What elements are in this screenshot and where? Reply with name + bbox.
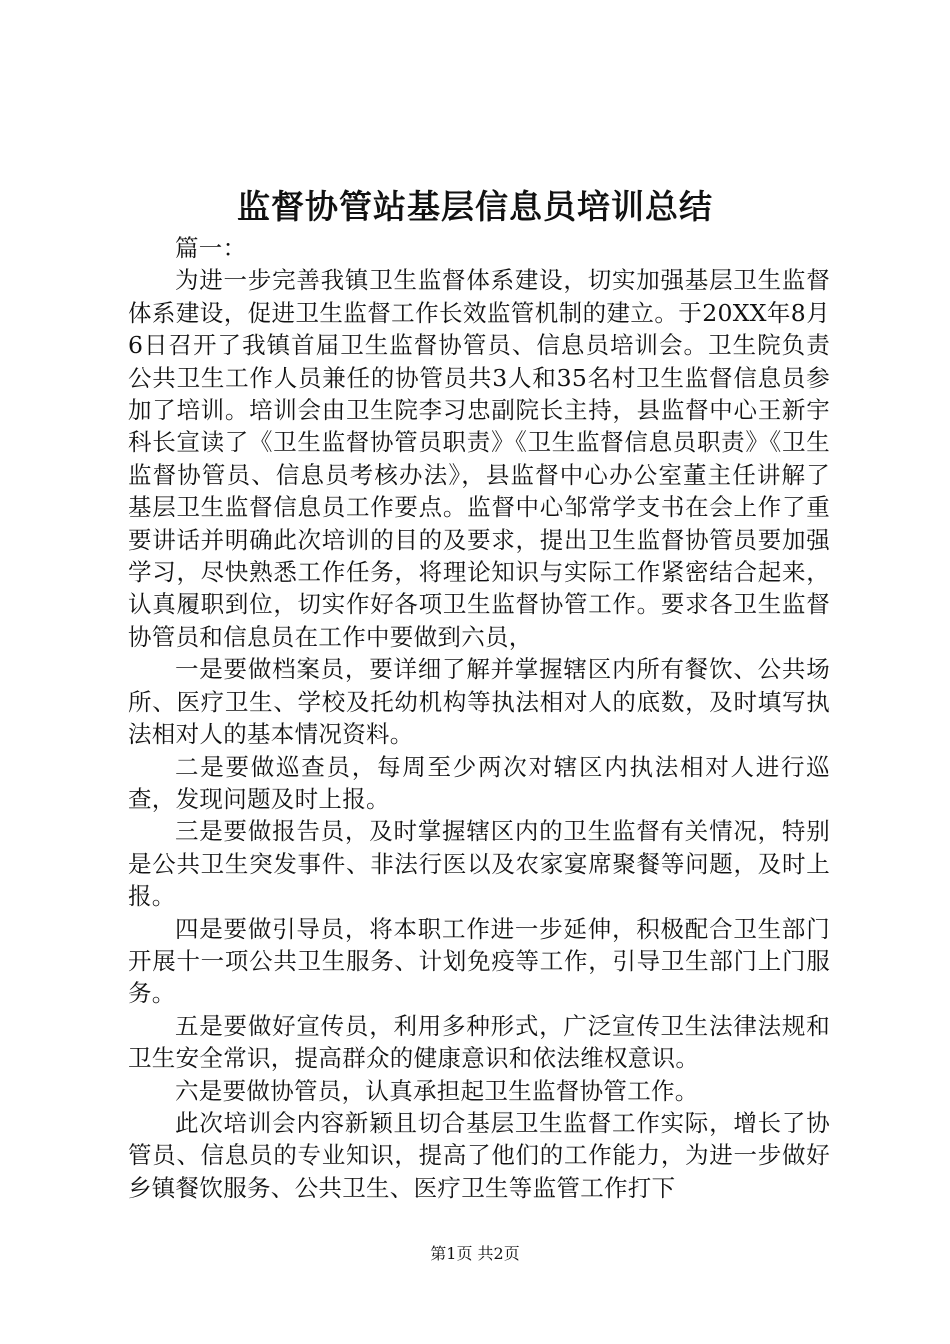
paragraph-item-1: 一是要做档案员，要详细了解并掌握辖区内所有餐饮、公共场所、医疗卫生、学校及托幼机构等执法相对人的底数，及时填写执法相对人的基本情况资料。 — [128, 655, 830, 749]
paragraph-item-6: 六是要做协管员，认真承担起卫生监督协管工作。 — [175, 1076, 699, 1105]
paragraph-intro: 为进一步完善我镇卫生监督体系建设，切实加强基层卫生监督体系建设，促进卫生监督工作长效监管机制的建立。于20XX年8月6日召开了我镇首届卫生监督协管员、信息员培训会。卫生院负责公共卫生工作人员兼任的协管员共3人和35名村卫生监督信息员参加了培训。培训会由卫生院李习忠副院长主持，县监督中心王新宇科长宣读了《卫生监督协管员职责》《卫生监督信息员职责》《卫生监督协管员、信息员考核办法》，县监督中心办公室董主任讲解了基层卫生监督信息员工作要点。监督中心邹常学支书在会上作了重要讲话并明确此次培训的目的及要求，提出卫生监督协管员要加强学习，尽快熟悉工作任务，将理论知识与实际工作紧密结合起来，认真履职到位，切实作好各项卫生监督协管工作。要求各卫生监督协管员和信息员在工作中要做到六员， — [128, 266, 830, 651]
paragraph-item-2: 二是要做巡查员，每周至少两次对辖区内执法相对人进行巡查，发现问题及时上报。 — [128, 752, 830, 813]
paragraph-item-4: 四是要做引导员，将本职工作进一步延伸，积极配合卫生部门开展十一项公共卫生服务、计划免疫等工作，引导卫生部门上门服务。 — [128, 914, 830, 1008]
paragraph-item-5: 五是要做好宣传员，利用多种形式，广泛宣传卫生法律法规和卫生安全常识，提高群众的健康意识和依法维权意识。 — [128, 1011, 830, 1073]
paragraph-item-3: 三是要做报告员，及时掌握辖区内的卫生监督有关情况，特别是公共卫生突发事件、非法行医以及农家宴席聚餐等问题，及时上报。 — [128, 817, 830, 911]
document-body — [128, 232, 830, 1204]
paragraph-conclusion: 此次培训会内容新颖且切合基层卫生监督工作实际，增长了协管员、信息员的专业知识，提高了他们的工作能力，为进一步做好乡镇餐饮服务、公共卫生、医疗卫生等监管工作打下 — [128, 1108, 830, 1202]
section-heading: 篇一： — [175, 234, 247, 262]
page-number-footer: 第1页 共2页 — [430, 1244, 520, 1263]
document-title: 监督协管站基层信息员培训总结 — [237, 187, 713, 226]
